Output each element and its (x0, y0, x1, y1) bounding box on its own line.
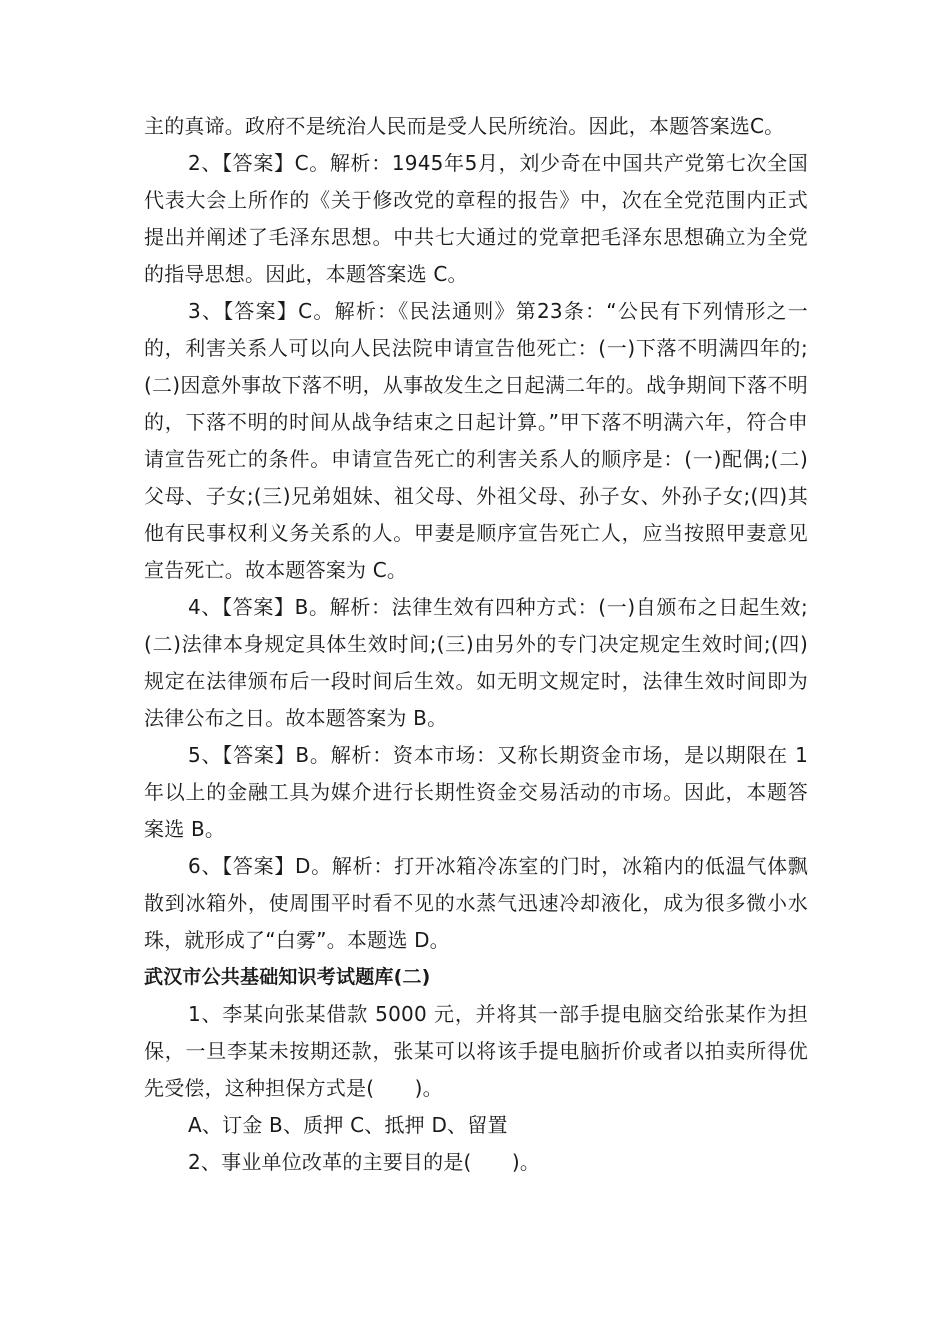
answer-paragraph-3: 3、【答案】C。解析：《民法通则》第23条：“公民有下列情形之一的，利害关系人可以向人民法院申请宣告他死亡：(一)下落不明满四年的;(二)因意外事故下落不明，从事故发生之日起满二年的。战争期间下落不明的，下落不明的时间从战争结束之日起计算。”甲下落不明满六年，符合申请宣告死亡的条件。申请宣告死亡的利害关系人的顺序是：(一)配偶;(二)父母、子女;(三)兄弟姐妹、祖父母、外祖父母、孙子女、外孙子女;(四)其他有民事权利义务关系的人。甲妻是顺序宣告死亡人，应当按照甲妻意见宣告死亡。故本题答案为 C。 (144, 299, 808, 582)
document-body (144, 108, 808, 1181)
section-heading: 武汉市公共基础知识考试题库(二) (144, 966, 431, 988)
answer-paragraph-continued: 主的真谛。政府不是统治人民而是受人民所统治。因此，本题答案选C。 (144, 114, 785, 138)
answer-paragraph-5: 5、【答案】B。解析：资本市场：又称长期资金市场，是以期限在 1 年以上的金融工具为媒介进行长期性资金交易活动的市场。因此，本题答案选 B。 (144, 743, 808, 841)
question-1: 1、李某向张某借款 5000 元，并将其一部手提电脑交给张某作为担保，一旦李某未按期还款，张某可以将该手提电脑折价或者以拍卖所得优先受偿，这种担保方式是( )。 (144, 1002, 808, 1100)
question-2: 2、事业单位改革的主要目的是( )。 (188, 1150, 541, 1174)
answer-paragraph-2: 2、【答案】C。解析：1945年5月，刘少奇在中国共产党第七次全国代表大会上所作的《关于修改党的章程的报告》中，次在全党范围内正式提出并阐述了毛泽东思想。中共七大通过的党章把毛泽东思想确立为全党的指导思想。因此，本题答案选 C。 (144, 151, 808, 286)
answer-paragraph-6: 6、【答案】D。解析：打开冰箱冷冻室的门时，冰箱内的低温气体飘散到冰箱外，使周围平时看不见的水蒸气迅速冷却液化，成为很多微小水珠，就形成了“白雾”。本题选 D。 (144, 854, 808, 952)
question-1-options: A、订金 B、质押 C、抵押 D、留置 (188, 1113, 508, 1137)
answer-paragraph-4: 4、【答案】B。解析：法律生效有四种方式：(一)自颁布之日起生效;(二)法律本身规定具体生效时间;(三)由另外的专门决定规定生效时间;(四)规定在法律颁布后一段时间后生效。如无明文规定时，法律生效时间即为法律公布之日。故本题答案为 B。 (144, 595, 808, 730)
